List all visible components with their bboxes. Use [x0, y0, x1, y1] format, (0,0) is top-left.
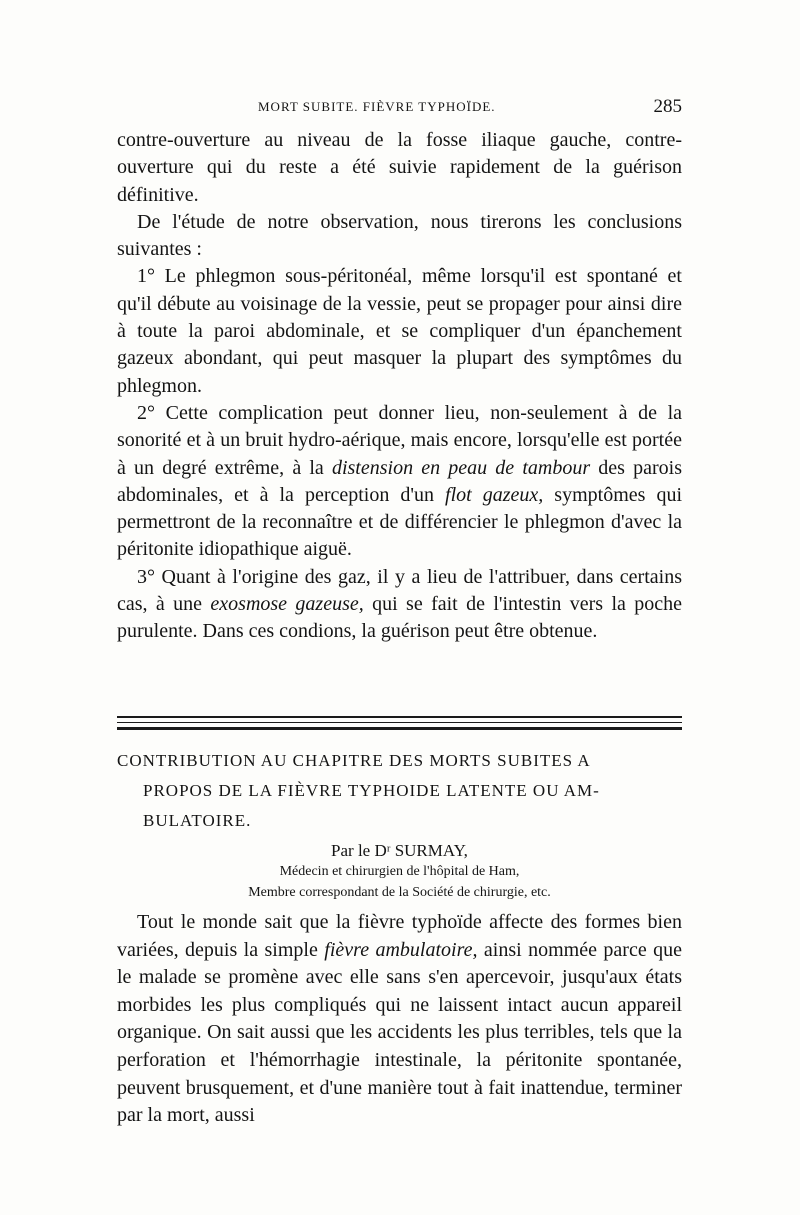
author: Par le Dʳ SURMAY, [331, 841, 468, 860]
section-divider [117, 722, 682, 723]
section-divider [117, 716, 682, 718]
page-header [117, 96, 682, 120]
conclusion-1: 1° Le phlegmon sous-péritonéal, même lorsqu'il est spontané et qu'il débute au voisinage de la vessie, peut se propager pour ainsi dire à toute la paroi abdominale, et se compliquer d'un épanchement gazeux abondant, qui peut masquer la plupart des symptômes du phlegmon. [117, 265, 682, 397]
text-run: 2° Cette complication peut donner lieu, non-seulement à de la sonorité et à un bruit hydro-aérique, mais encore, lorsqu'elle est portée à un degré extrême, à la [117, 401, 682, 479]
article-body [117, 909, 682, 1130]
page-number: 285 [653, 96, 682, 117]
title-line: PROPOS DE LA FIÈVRE TYPHOIDE LATENTE OU AM- [143, 781, 600, 800]
title-line: CONTRIBUTION AU CHAPITRE DES MORTS SUBITES A [117, 751, 591, 770]
conclusion-3 [117, 564, 682, 646]
italic-term: distension en peau de tambour [331, 456, 591, 479]
byline [117, 840, 682, 903]
italic-term: flot gazeux, [445, 483, 544, 506]
text-run: qui se fait de l'intestin vers la poche purulente. Dans ces condions, la guérison peut être obtenue. [117, 593, 682, 643]
italic-term: exosmose gazeuse, [210, 593, 364, 616]
paragraph [117, 909, 682, 1130]
text-run: 3° Quant à l'origine des gaz, il y a lieu de l'attribuer, dans certains cas, à une [117, 565, 682, 616]
previous-article-conclusion [117, 127, 682, 646]
conclusion-2 [117, 400, 682, 564]
affiliation: Membre correspondant de la Société de chirurgie, etc. [248, 885, 551, 900]
text-run: symptômes qui permettront de la reconnaître et de différencier le phlegmon d'avec la péritonite idiopathique aiguë. [117, 483, 682, 561]
text-run: ainsi nommée parce que le malade se promène avec elle sans s'en apercevoir, jusqu'aux états morbides les plus compliqués qui ne laissent intact aucun appareil organique. On sait aussi que les accidents les plus terribles, tels que la perforation et l'hémorrhagie intestinale, la péritonite spontanée, peuvent brusquement, et d'une manière tout à fait inattendue, terminer par la mort, aussi [117, 938, 682, 1127]
affiliation: Médecin et chirurgien de l'hôpital de Ham, [279, 864, 520, 879]
title-line: BULATOIRE. [143, 811, 252, 830]
text-run: des parois abdominales, et à la perception d'un [117, 456, 682, 506]
running-title: MORT SUBITE. FIÈVRE TYPHOÏDE. [258, 99, 496, 114]
text-run: Tout le monde sait que la fièvre typhoïde affecte des formes bien variées, depuis la simple [117, 911, 682, 961]
section-divider [117, 727, 682, 730]
paragraph: contre-ouverture au niveau de la fosse iliaque gauche, contre-ouverture qui du reste a été suivie rapidement de la guérison définitive. [117, 129, 682, 206]
italic-term: fièvre ambulatoire, [324, 938, 478, 961]
paragraph: De l'étude de notre observation, nous tirerons les conclusions suivantes : [117, 210, 682, 261]
article-title [117, 746, 682, 836]
